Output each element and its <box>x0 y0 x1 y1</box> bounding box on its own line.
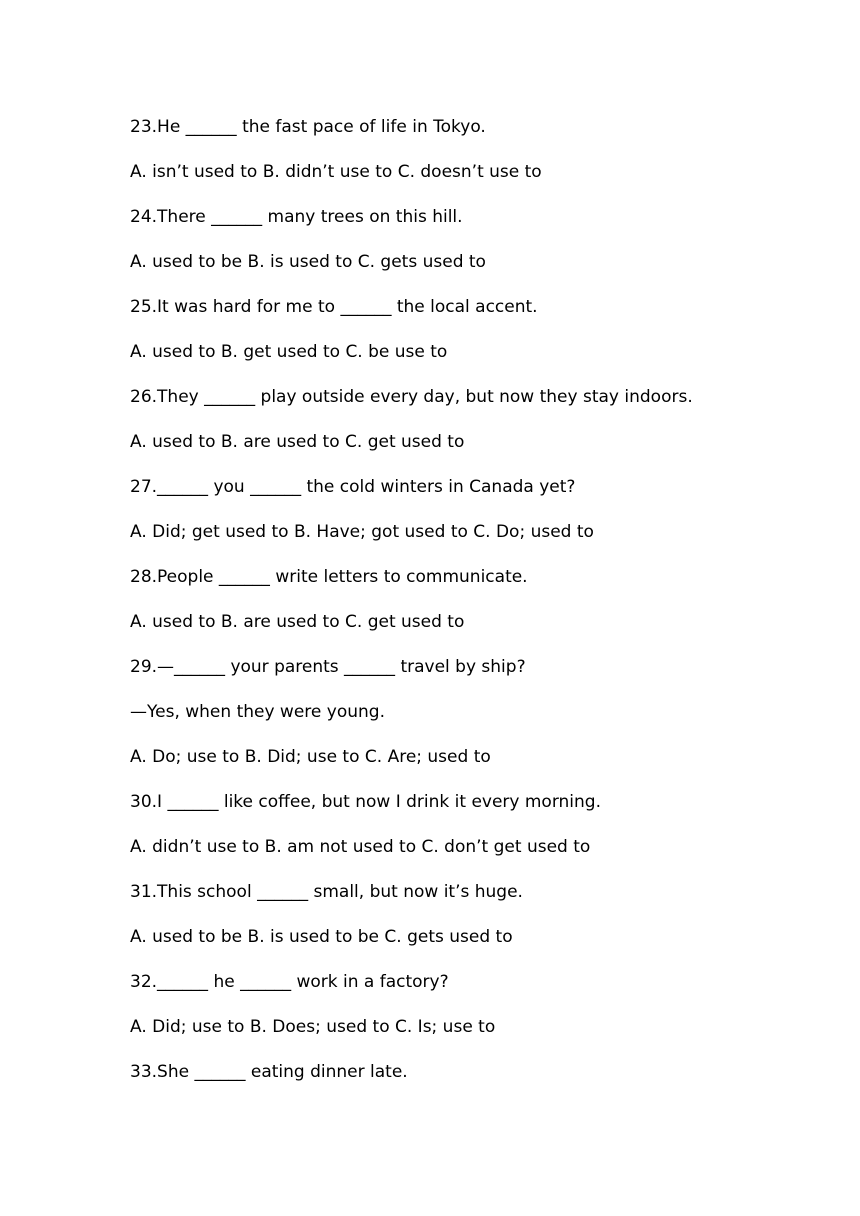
question-31: 31.This school ______ small, but now it’s huge. <box>130 882 523 902</box>
question-27: 27.______ you ______ the cold winters in Canada yet? <box>130 477 576 497</box>
question-28: 28.People ______ write letters to communicate. <box>130 567 528 587</box>
question-23: 23.He ______ the fast pace of life in Tokyo. <box>130 117 486 137</box>
options-30: A. didn’t use to B. am not used to C. don’t get used to <box>130 837 591 857</box>
question-24: 24.There ______ many trees on this hill. <box>130 207 463 227</box>
document-page <box>130 114 830 1104</box>
dialogue-29: —Yes, when they were young. <box>130 702 385 722</box>
options-29: A. Do; use to B. Did; use to C. Are; used to <box>130 747 491 767</box>
options-28: A. used to B. are used to C. get used to <box>130 612 465 632</box>
question-29: 29.—______ your parents ______ travel by ship? <box>130 657 526 677</box>
options-32: A. Did; use to B. Does; used to C. Is; use to <box>130 1017 496 1037</box>
options-27: A. Did; get used to B. Have; got used to C. Do; used to <box>130 522 594 542</box>
options-24: A. used to be B. is used to C. gets used to <box>130 252 486 272</box>
options-31: A. used to be B. is used to be C. gets used to <box>130 927 513 947</box>
options-26: A. used to B. are used to C. get used to <box>130 432 465 452</box>
question-33: 33.She ______ eating dinner late. <box>130 1062 408 1082</box>
question-25: 25.It was hard for me to ______ the local accent. <box>130 297 538 317</box>
options-25: A. used to B. get used to C. be use to <box>130 342 448 362</box>
question-30: 30.I ______ like coffee, but now I drink it every morning. <box>130 792 601 812</box>
question-32: 32.______ he ______ work in a factory? <box>130 972 449 992</box>
question-26: 26.They ______ play outside every day, but now they stay indoors. <box>130 387 693 407</box>
options-23: A. isn’t used to B. didn’t use to C. doesn’t use to <box>130 162 542 182</box>
